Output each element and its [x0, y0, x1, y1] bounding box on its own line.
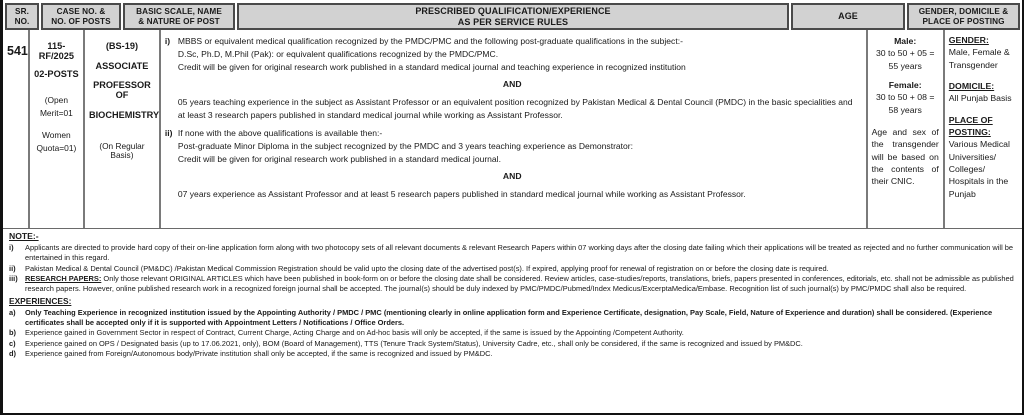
- age-male-label: Male:: [894, 36, 917, 46]
- post-name-line1: ASSOCIATE: [95, 60, 149, 71]
- age-male-value: 30 to 50 + 05 = 55 years: [875, 48, 935, 71]
- gender-value: Male, Female & Transgender: [948, 47, 1010, 70]
- cell-age: [867, 30, 944, 228]
- notes-section: [3, 228, 1022, 359]
- qualification-item-ii-line1: If none with the above qualifications is available then:-: [177, 127, 383, 138]
- note-marker: ii): [9, 263, 16, 273]
- header-age-label: AGE: [838, 11, 858, 22]
- qualification-item-i-line2: D.Sc, Ph.D, M.Phil (Pak): or equivalent qualifications recognized by the PMDC/PMC.: [177, 48, 499, 59]
- experience-item: [9, 328, 1018, 338]
- header-sr-no: [5, 3, 39, 30]
- experience-marker: a): [9, 308, 16, 318]
- qualification-marker-ii: ii): [164, 127, 173, 138]
- experience-marker: d): [9, 349, 17, 359]
- header-sr-no-line2: NO.: [14, 16, 30, 26]
- header-qualification-line2: AS PER SERVICE RULES: [457, 16, 569, 27]
- age-female-label: Female:: [888, 80, 922, 91]
- note-text-research-papers: [25, 274, 1018, 294]
- note-item: [9, 274, 1018, 294]
- header-qualification-line1: PRESCRIBED QUALIFICATION/EXPERIENCE: [415, 5, 611, 16]
- age-transgender-note: Age and sex of the transgender will be based on the contents of their CNIC.: [871, 127, 939, 187]
- header-basic-scale: [123, 3, 235, 30]
- header-sr-no-line1: SR.: [15, 6, 29, 16]
- experience-text: Experience gained in Government Sector in respect of Contract, Current Charge, Acting Charge and on Ad-hoc basis will only be accepted, if the same is issued by the Appointing /Competent Authority.: [25, 328, 684, 338]
- cell-basic-scale: [84, 30, 160, 228]
- qualification-item-ii-line4: 07 years experience as Assistant Professor and at least 5 research papers published in standard medical journal while working as Assistant Professor.: [177, 189, 746, 200]
- experience-text: Only Teaching Experience in recognized institution issued by the Appointing Authority / PMDC / PMC (mentioning clearly in online application form and Experience Certificate, designation, Pay Scale, Field, Nature of Experience and duration) shall be considered. (Experience certificates shall be accepted only if it is supported with Appointment Letters / Notifications / Office Orders.: [25, 308, 993, 328]
- header-gender-line1: GENDER, DOMICILE &: [918, 6, 1009, 16]
- header-case-no-line2: NO. OF POSTS: [51, 16, 111, 26]
- experience-item: [9, 339, 1018, 349]
- sr-no-value: 541: [7, 44, 28, 58]
- experience-item: [9, 308, 1018, 328]
- qualification-item-ii: [165, 127, 860, 140]
- scale-value: (BS-19): [105, 41, 139, 51]
- header-qualification: [237, 3, 789, 30]
- header-gender-line2: PLACE OF POSTING: [922, 16, 1005, 26]
- place-of-posting-value: Various Medical Universities/ Colleges/ Hospitals in the Punjab: [948, 139, 1010, 199]
- research-papers-body: Only those relevant ORIGINAL ARTICLES which have been published in book-form on or before the closing date shall be considered. Review articles, case-studies/reports, translations, briefs, papers presented in conferences, editorials, etc. shall not be admissible as published research papers. However, online published research work in a recognized foreign journal shall be accepted. The journal(s) should be duly indexed by PMC/PMDC/Pubmed/Index Medicus/ExcerptaMedica/Embase. Recognition list of such journal(s) by PMC/PMDC shall also be required.: [25, 274, 1014, 294]
- qualification-and-1: AND: [502, 79, 522, 90]
- header-case-no: [41, 3, 121, 30]
- cell-case-no: [29, 30, 84, 228]
- note-item: [9, 264, 1018, 274]
- experience-marker: b): [9, 328, 17, 338]
- women-quota-value: Women Quota=01): [36, 130, 77, 154]
- note-marker: i): [9, 243, 14, 253]
- post-name-line3: BIOCHEMISTRY: [88, 109, 160, 120]
- domicile-label: DOMICILE:: [948, 81, 995, 92]
- qualification-item-ii-line2: Post-graduate Minor Diploma in the subject recognized by the PMDC and 3 years teaching experience as Demonstrator:: [177, 140, 634, 151]
- header-case-no-line1: CASE NO. &: [56, 6, 106, 16]
- note-text: Pakistan Medical & Dental Council (PM&DC) /Pakistan Medical Commission Registration should be valid upto the closing date of the advertised post(s). If expired, applying proof for renewal of registration on or before the closing date is required.: [25, 263, 829, 273]
- header-basic-scale-line2: & NATURE OF POST: [138, 16, 220, 26]
- case-no-value: 115-RF/2025: [38, 41, 74, 61]
- qualification-item-i-line3: Credit will be given for original research work published in a standard medical journal and teaching experience in recognized institution: [177, 61, 686, 72]
- table-body-row: [3, 30, 1022, 228]
- header-gender-domicile: [907, 3, 1020, 30]
- place-of-posting-label: PLACE OF POSTING:: [948, 114, 993, 138]
- experience-text: Experience gained on OPS / Designated basis (up to 17.06.2021, only), BOM (Board of Management), TTS (Tenure Track System/Status), University Cadre, etc., shall only be considered, if the same is recognized and issued by PM&DC.: [25, 338, 803, 348]
- experience-marker: c): [9, 338, 16, 348]
- qualification-item-i-line1: MBBS or equivalent medical qualification recognized by the PMDC/PMC and the following post-graduate qualifications in the subject:-: [177, 36, 683, 46]
- research-papers-lead: RESEARCH PAPERS:: [25, 274, 102, 284]
- note-item: [9, 243, 1018, 263]
- posts-count: 02-POSTS: [34, 69, 79, 80]
- qualification-item-i-line4: 05 years teaching experience in the subject as Assistant Professor or an equivalent position recognized by Pakistan Medical & Dental Council (PMDC) in the basic specialities and at least 3 research papers published in standard medical journal while working as Assistant Professor.: [177, 97, 853, 121]
- experiences-title: EXPERIENCES:: [9, 295, 72, 306]
- note-marker: iii): [9, 274, 18, 284]
- post-name-line2: PROFESSOR OF: [93, 80, 151, 100]
- notes-title: NOTE:-: [9, 231, 39, 241]
- table-header-row: [3, 0, 1022, 30]
- experience-text: Experience gained from Foreign/Autonomous body/Private institution shall only be accepted, if the same is recognized and issued by PM&DC.: [25, 349, 493, 359]
- domicile-value: All Punjab Basis: [948, 93, 1012, 104]
- cell-qualification: [160, 30, 867, 228]
- qualification-item-ii-line3: Credit will be given for original research work published in a standard medical journal.: [177, 153, 501, 164]
- nature-of-post: (On Regular Basis): [99, 141, 145, 160]
- age-female-value: 30 to 50 + 08 = 58 years: [875, 92, 935, 115]
- note-text: Applicants are directed to provide hard copy of their on-line application form along with two photocopy sets of all relevant documents & relevant Research Papers within 07 working days after the closing date failing which their applications will be treated as rejected and no further communication will be entertained in this regard.: [25, 243, 1014, 263]
- experience-item: [9, 349, 1018, 359]
- qualification-item-i: [165, 35, 860, 48]
- cell-sr-no: [5, 30, 29, 228]
- cell-gender-domicile: [944, 30, 1020, 228]
- header-age: [791, 3, 905, 30]
- header-basic-scale-line1: BASIC SCALE, NAME: [136, 6, 222, 16]
- gender-label: GENDER:: [948, 35, 989, 45]
- qualification-and-2: AND: [502, 171, 522, 182]
- qualification-marker-i: i): [164, 36, 171, 46]
- open-merit-value: (Open Merit=01: [39, 94, 73, 118]
